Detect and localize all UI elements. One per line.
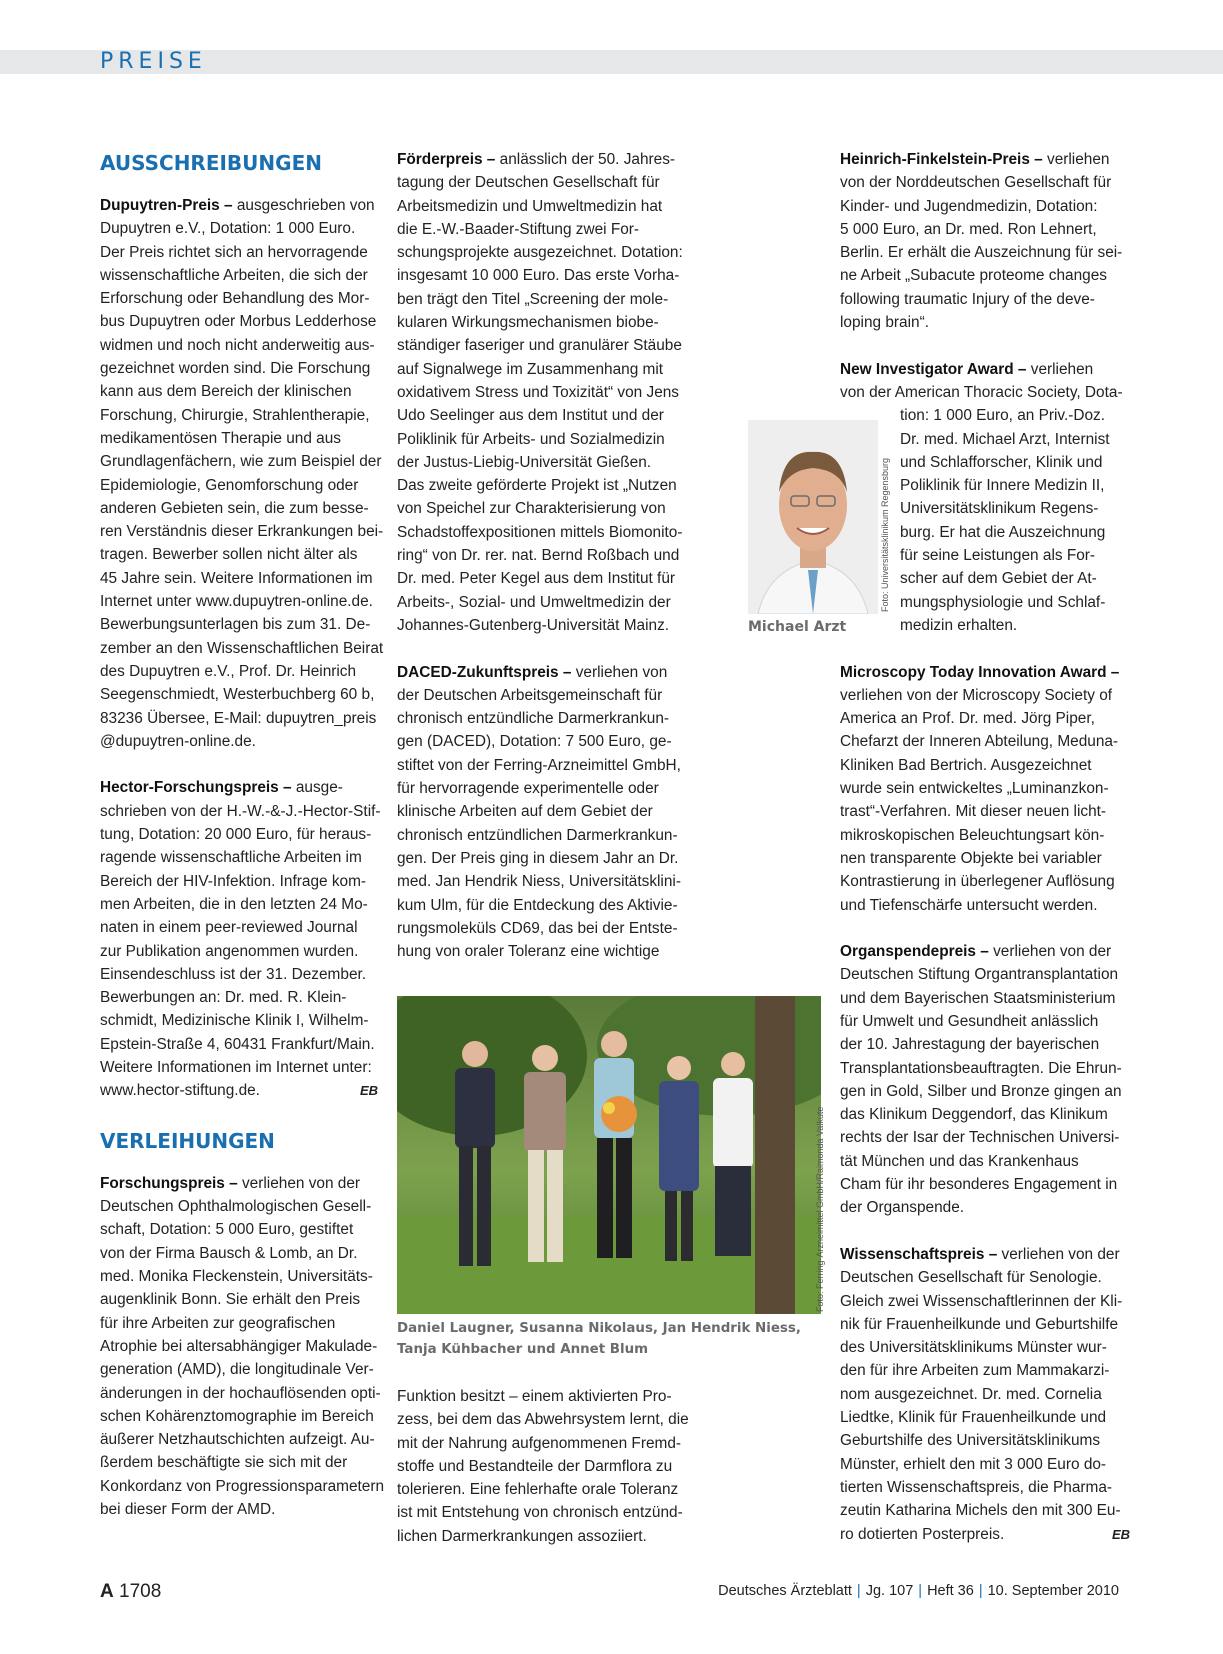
text-line: gen in Gold, Silber und Bronze gingen an bbox=[840, 1082, 1122, 1100]
text-line: chronisch entzündlichen Darmerkrankun- bbox=[397, 826, 678, 844]
text-line: verliehen von der Microscopy Society of bbox=[840, 686, 1113, 704]
author-signature: EB bbox=[359, 1083, 378, 1099]
text-line: Der Preis richtet sich an hervorragende bbox=[100, 243, 368, 261]
group-photo-caption bbox=[397, 1318, 821, 1360]
column-3 bbox=[840, 148, 1130, 1569]
portrait-credit: Foto: Universitätsklinikum Regensburg bbox=[880, 457, 890, 612]
text-line: Dupuytren e.V., Dotation: 1 000 Euro. bbox=[100, 220, 356, 238]
text-line: zess, bei dem das Abwehrsystem lernt, die bbox=[397, 1411, 689, 1429]
text-line: von der American Thoracic Society, Dota- bbox=[840, 383, 1123, 401]
text-line: des Universitätsklinikums Münster wur- bbox=[840, 1339, 1107, 1357]
text-line: Bewerbungen an: Dr. med. R. Klein- bbox=[100, 989, 347, 1007]
text-line: chronisch entzündliche Darmerkrankun- bbox=[397, 710, 670, 728]
column-1 bbox=[100, 148, 385, 1545]
article-foerderpreis bbox=[397, 148, 697, 637]
article-title: Hector-Forschungspreis – bbox=[100, 779, 292, 797]
text-line: tung, Dotation: 20 000 Euro, für heraus- bbox=[100, 826, 372, 844]
text-line: rungsmoleküls CD69, das bei der Entste- bbox=[397, 919, 678, 937]
text-line: widmen und noch nicht anderweitig aus- bbox=[100, 336, 375, 354]
article-daced-continued bbox=[397, 1385, 697, 1548]
text-line: tragen. Bewerber sollen nicht älter als bbox=[100, 546, 358, 564]
text-line: von der Norddeutschen Gesellschaft für bbox=[840, 174, 1112, 192]
text-line: schaft, Dotation: 5 000 Euro, gestiftet bbox=[100, 1221, 354, 1239]
text-line: verliehen von der bbox=[997, 1245, 1120, 1263]
article-title: Microscopy Today Innovation Award – bbox=[840, 663, 1120, 681]
journal-volume: Jg. 107 bbox=[865, 1583, 914, 1599]
text-line: schrieben von der H.-W.-&-J.-Hector-Stif- bbox=[100, 802, 381, 820]
text-line: und dem Bayerischen Staatsministerium bbox=[840, 989, 1116, 1007]
text-line: für ihre Arbeiten zur geografischen bbox=[100, 1314, 336, 1332]
text-line: anderen Gebieten sein, die zum besse- bbox=[100, 499, 369, 517]
separator: | bbox=[978, 1583, 983, 1599]
article-microscopy bbox=[840, 661, 1130, 917]
text-line: wissenschaftliche Arbeiten, die sich der bbox=[100, 266, 368, 284]
text-line: Dr. med. Michael Arzt, Internist bbox=[900, 430, 1110, 448]
text-line: men Arbeiten, die in den letzten 24 Mo- bbox=[100, 895, 368, 913]
separator: | bbox=[856, 1583, 861, 1599]
portrait-caption: Michael Arzt bbox=[748, 619, 847, 635]
text-line: America an Prof. Dr. med. Jörg Piper, bbox=[840, 710, 1095, 728]
text-line: Kontrastierung in überlegener Auflösung bbox=[840, 873, 1115, 891]
article-title: DACED-Zukunftspreis – bbox=[397, 663, 572, 681]
journal-date: 10. September 2010 bbox=[987, 1583, 1119, 1599]
text-line: naten in einem peer-reviewed Journal bbox=[100, 919, 358, 937]
journal-issue: Heft 36 bbox=[927, 1583, 974, 1599]
article-title: Dupuytren-Preis – bbox=[100, 197, 233, 214]
footer-journal-info bbox=[718, 1583, 1119, 1599]
text-line: ben trägt den Titel „Screening der mole- bbox=[397, 290, 669, 308]
text-line: insgesamt 10 000 Euro. Das erste Vorha- bbox=[397, 267, 680, 285]
text-line: verliehen von der bbox=[237, 1174, 361, 1192]
text-line: Bereich der HIV-Infektion. Infrage kom- bbox=[100, 872, 367, 890]
text-line: kann aus dem Bereich der klinischen bbox=[100, 383, 352, 401]
text-line: Weitere Informationen im Internet unter: bbox=[100, 1058, 372, 1076]
text-line: Grundlagenfächern, wie zum Beispiel der bbox=[100, 453, 382, 471]
text-line: mit der Nahrung aufgenommenen Fremd- bbox=[397, 1434, 682, 1452]
text-line: burg. Er hat die Auszeichnung bbox=[900, 523, 1106, 541]
text-line: hung von oraler Toleranz eine wichtige bbox=[397, 943, 660, 961]
text-line: Udo Seelinger aus dem Institut und der bbox=[397, 407, 664, 425]
article-daced bbox=[397, 661, 697, 964]
text-line: gezeichnet worden sind. Die Forschung bbox=[100, 360, 371, 378]
page-number-value: 1708 bbox=[119, 1581, 162, 1602]
text-line: schen Kohärenztomographie im Bereich bbox=[100, 1407, 374, 1425]
text-line: Konkordanz von Progressionsparametern bbox=[100, 1477, 385, 1495]
text-line: @dupuytren-online.de. bbox=[100, 732, 256, 750]
article-title: Förderpreis – bbox=[397, 151, 496, 168]
text-line: schmidt, Medizinische Klinik I, Wilhelm- bbox=[100, 1012, 369, 1030]
journal-name: Deutsches Ärzteblatt bbox=[718, 1583, 852, 1599]
text-line: Liedtke, Klinik für Frauenheilkunde und bbox=[840, 1409, 1107, 1427]
text-line: Dr. med. Peter Kegel aus dem Institut für bbox=[397, 570, 676, 588]
column-2-continued bbox=[397, 1385, 697, 1571]
text-line: mungsphysiologie und Schlaf- bbox=[900, 593, 1106, 611]
text-line: ragende wissenschaftliche Arbeiten im bbox=[100, 849, 362, 867]
text-line: ständiger faseriger und granulärer Stäube bbox=[397, 337, 682, 355]
text-line: Forschung, Chirurgie, Strahlentherapie, bbox=[100, 406, 370, 424]
text-line: Universitätsklinikum Regens- bbox=[900, 500, 1099, 518]
text-line: Gleich zwei Wissenschaftlerinnen der Kli- bbox=[840, 1292, 1123, 1310]
article-title: Forschungspreis – bbox=[100, 1174, 238, 1192]
page-prefix: A bbox=[100, 1581, 114, 1602]
text-line: Cham für ihr besonderes Engagement in bbox=[840, 1176, 1118, 1194]
text-line: und Tiefenschärfe untersucht werden. bbox=[840, 896, 1098, 914]
text-line: von Speichel zur Charakterisierung von bbox=[397, 500, 666, 518]
text-line: following traumatic Injury of the deve- bbox=[840, 290, 1095, 308]
text-line: bus Dupuytren oder Morbus Ledderhose bbox=[100, 313, 377, 331]
text-line: und Schlafforscher, Klinik und bbox=[900, 453, 1103, 471]
text-line: der Organspende. bbox=[840, 1199, 965, 1217]
text-line: Kinder- und Jugendmedizin, Dotation: bbox=[840, 197, 1098, 215]
text-line: Seegenschmiedt, Westerbuchberg 60 b, bbox=[100, 686, 375, 704]
text-line: für seine Leistungen als For- bbox=[900, 547, 1096, 565]
text-line: schungsprojekte ausgezeichnet. Dotation: bbox=[397, 244, 683, 262]
text-line: von der Firma Bausch & Lomb, an Dr. bbox=[100, 1244, 358, 1262]
text-line: Poliklinik für Innere Medizin II, bbox=[900, 477, 1105, 495]
text-line: 83236 Übersee, E-Mail: dupuytren_preis bbox=[100, 709, 377, 727]
section-label: PREISE bbox=[100, 49, 207, 74]
text-line: medizin erhalten. bbox=[900, 616, 1018, 634]
text-line: ßerdem beschäftigte sie sich mit der bbox=[100, 1454, 348, 1472]
article-title: New Investigator Award – bbox=[840, 360, 1027, 378]
text-line: bei dieser Form der AMD. bbox=[100, 1501, 276, 1519]
column-2 bbox=[397, 148, 697, 987]
text-line: ren Verständnis dieser Erkrankungen bei- bbox=[100, 523, 384, 541]
text-line: für Umwelt und Gesundheit anlässlich bbox=[840, 1012, 1099, 1030]
text-line: nik für Frauenheilkunde und Geburtshilfe bbox=[840, 1315, 1119, 1333]
text-line: ring“ von Dr. rer. nat. Bernd Roßbach und bbox=[397, 547, 680, 565]
text-line: oxidativem Stress und Toxizität“ von Jens bbox=[397, 383, 680, 401]
text-line: tagung der Deutschen Gesellschaft für bbox=[397, 174, 660, 192]
portrait-photo bbox=[748, 420, 878, 614]
text-line: scher auf dem Gebiet der At- bbox=[900, 570, 1097, 588]
text-line: des Dupuytren e.V., Prof. Dr. Heinrich bbox=[100, 662, 357, 680]
text-line: äußerer Netzhautschichten aufzeigt. Au- bbox=[100, 1431, 375, 1449]
text-line: Atrophie bei altersabhängiger Makulade- bbox=[100, 1337, 378, 1355]
text-line: generation (AMD), die longitudinale Ver- bbox=[100, 1361, 374, 1379]
text-line: nom ausgezeichnet. Dr. med. Cornelia bbox=[840, 1385, 1102, 1403]
page-number bbox=[100, 1581, 161, 1603]
text-line: Poliklinik für Arbeits- und Sozialmedizin bbox=[397, 430, 665, 448]
heading-verleihungen: VERLEIHUNGEN bbox=[100, 1128, 275, 1153]
text-line: Erforschung oder Behandlung des Mor- bbox=[100, 290, 370, 308]
article-investigator bbox=[840, 358, 1130, 405]
text-line: trast“-Verfahren. Mit dieser neuen licht- bbox=[840, 803, 1107, 821]
text-line: auf Signalwege im Zusammenhang mit bbox=[397, 360, 664, 378]
text-line: www.hector-stiftung.de. EB bbox=[100, 1079, 378, 1102]
text-line: die E.-W.-Baader-Stiftung zwei For- bbox=[397, 220, 640, 238]
text-line: stoffe und Bestandteile der Darmflora zu bbox=[397, 1457, 673, 1475]
text-line: Epstein-Straße 4, 60431 Frankfurt/Main. bbox=[100, 1035, 375, 1053]
text-line: wurde sein entwickeltes „Luminanzkon- bbox=[840, 780, 1109, 798]
text-line: Arbeitsmedizin und Umweltmedizin hat bbox=[397, 197, 663, 215]
article-hector bbox=[100, 776, 381, 1102]
text-line: Schadstoffexpositionen mittels Biomonito- bbox=[397, 523, 683, 541]
text-line: lichen Darmerkrankungen assoziiert. bbox=[397, 1527, 647, 1545]
text-line: Chefarzt der Inneren Abteilung, Meduna- bbox=[840, 733, 1119, 751]
article-wissenschaft bbox=[840, 1243, 1130, 1546]
text-line: Das zweite geförderte Projekt ist „Nutzen bbox=[397, 477, 677, 495]
portrait-image bbox=[748, 420, 878, 614]
article-dupuytren bbox=[100, 194, 384, 753]
text-line: Bewerbungsunterlagen bis zum 31. De- bbox=[100, 616, 371, 634]
text-line: ausge- bbox=[291, 779, 343, 797]
text-line: tolerieren. Eine fehlerhafte orale Toleranz bbox=[397, 1481, 679, 1499]
text-line: Deutschen Stiftung Organtransplantation bbox=[840, 966, 1119, 984]
text-line: gen (DACED), Dotation: 7 500 Euro, ge- bbox=[397, 733, 672, 751]
text-line: nen transparente Objekte bei variabler bbox=[840, 849, 1102, 867]
text-line: Berlin. Er erhält die Auszeichnung für sei- bbox=[840, 244, 1123, 262]
text-line: der Justus-Liebig-Universität Gießen. bbox=[397, 453, 652, 471]
article-organspende bbox=[840, 940, 1130, 1220]
text-line: ist mit Entstehung von chronisch entzünd- bbox=[397, 1504, 683, 1522]
heading-ausschreibungen: AUSSCHREIBUNGEN bbox=[100, 151, 322, 175]
text-line: Epidemiologie, Genomforschung oder bbox=[100, 476, 359, 494]
text-line: gen. Der Preis ging in diesem Jahr an Dr. bbox=[397, 849, 679, 867]
article-title: Organspendepreis – bbox=[840, 943, 989, 961]
text-line: ne Arbeit „Subacute proteome changes bbox=[840, 267, 1107, 285]
text-line: ausgeschrieben von bbox=[232, 197, 375, 214]
article-title: Heinrich-Finkelstein-Preis – bbox=[840, 151, 1043, 168]
text-line: rechts der Isar der Technischen Universi- bbox=[840, 1129, 1120, 1147]
text-line: Transplantationsbeauftragten. Die Ehrun- bbox=[840, 1059, 1122, 1077]
text-line: zember an den Wissenschaftlichen Beirat bbox=[100, 639, 384, 657]
text-line: verliehen bbox=[1026, 360, 1094, 378]
text-line: med. Monika Fleckenstein, Universitäts- bbox=[100, 1268, 373, 1286]
article-title: Wissenschaftspreis – bbox=[840, 1245, 998, 1263]
text-line: Einsendeschluss ist der 31. Dezember. bbox=[100, 965, 367, 983]
caption-line-1: Daniel Laugner, Susanna Nikolaus, Jan Hendrik Niess, bbox=[397, 1321, 801, 1336]
text-line: verliehen von der bbox=[988, 943, 1112, 961]
text-line: 45 Jahre sein. Weitere Informationen im bbox=[100, 569, 373, 587]
text-line: klinische Arbeiten auf dem Gebiet der bbox=[397, 803, 653, 821]
text-line: änderungen in der hochauflösenden opti- bbox=[100, 1384, 381, 1402]
text-line: der 10. Jahrestagung der bayerischen bbox=[840, 1036, 1100, 1054]
text-line: med. Jan Hendrik Niess, Universitätsklini- bbox=[397, 873, 681, 891]
text-line: stiftet von der Ferring-Arzneimittel GmbH, bbox=[397, 756, 681, 774]
text-line: loping brain“. bbox=[840, 314, 929, 332]
text-line: tierten Wissenschaftspreis, die Pharma- bbox=[840, 1478, 1113, 1496]
text-line: zeutin Katharina Michels den mit 300 Eu- bbox=[840, 1502, 1121, 1520]
text-line: zur Publikation angenommen wurden. bbox=[100, 942, 359, 960]
text-line: Johannes-Gutenberg-Universität Mainz. bbox=[397, 616, 670, 634]
text-line: verliehen von bbox=[571, 663, 668, 681]
group-photo bbox=[397, 996, 821, 1314]
text-line: Geburtshilfe des Universitätsklinikums bbox=[840, 1432, 1101, 1450]
group-photo-image bbox=[397, 996, 821, 1314]
text-line: mikroskopischen Beleuchtungsart kön- bbox=[840, 826, 1105, 844]
text-line: der Deutschen Arbeitsgemeinschaft für bbox=[397, 686, 663, 704]
text-line: Kliniken Bad Bertrich. Ausgezeichnet bbox=[840, 756, 1092, 774]
text-line: Arbeits-, Sozial- und Umweltmedizin der bbox=[397, 593, 671, 611]
text-line: augenklinik Bonn. Sie erhält den Preis bbox=[100, 1291, 361, 1309]
text-line: tion: 1 000 Euro, an Priv.-Doz. bbox=[900, 407, 1106, 425]
text-line: Deutschen Ophthalmologischen Gesell- bbox=[100, 1198, 372, 1216]
text-line: Internet unter www.dupuytren-online.de. bbox=[100, 593, 373, 611]
article-forschungspreis bbox=[100, 1172, 385, 1521]
text-line: tät München und das Krankenhaus bbox=[840, 1152, 1079, 1170]
text-line: ro dotierten Posterpreis. EB bbox=[840, 1523, 1130, 1546]
text-line: verliehen bbox=[1042, 151, 1110, 168]
text-line: medikamentösen Therapie und aus bbox=[100, 429, 341, 447]
author-signature: EB bbox=[1111, 1526, 1130, 1542]
text-line: kularen Wirkungsmechanismen biobe- bbox=[397, 314, 659, 332]
text-line: den für ihre Arbeiten zum Mammakarzi- bbox=[840, 1362, 1110, 1380]
text-line: 5 000 Euro, an Dr. med. Ron Lehnert, bbox=[840, 220, 1097, 238]
article-finkelstein bbox=[840, 148, 1130, 334]
text-line: kum Ulm, für die Entdeckung des Aktivie- bbox=[397, 896, 678, 914]
text-line: das Klinikum Deggendorf, das Klinikum bbox=[840, 1106, 1108, 1124]
separator: | bbox=[918, 1583, 923, 1599]
group-photo-credit: Foto: Ferring-Arzneimittel GmbH/Raimonda Valkute bbox=[815, 1106, 825, 1312]
text-line: Funktion besitzt – einem aktivierten Pro- bbox=[397, 1388, 672, 1405]
caption-line-2: Tanja Kühbacher und Annet Blum bbox=[397, 1342, 649, 1357]
text-line: Münster, erhielt den mit 3 000 Euro do- bbox=[840, 1455, 1107, 1473]
text-line: Deutschen Gesellschaft für Senologie. bbox=[840, 1269, 1102, 1287]
text-line: anlässlich der 50. Jahres- bbox=[495, 151, 676, 168]
text-line: für hervorragende experimentelle oder bbox=[397, 780, 659, 798]
